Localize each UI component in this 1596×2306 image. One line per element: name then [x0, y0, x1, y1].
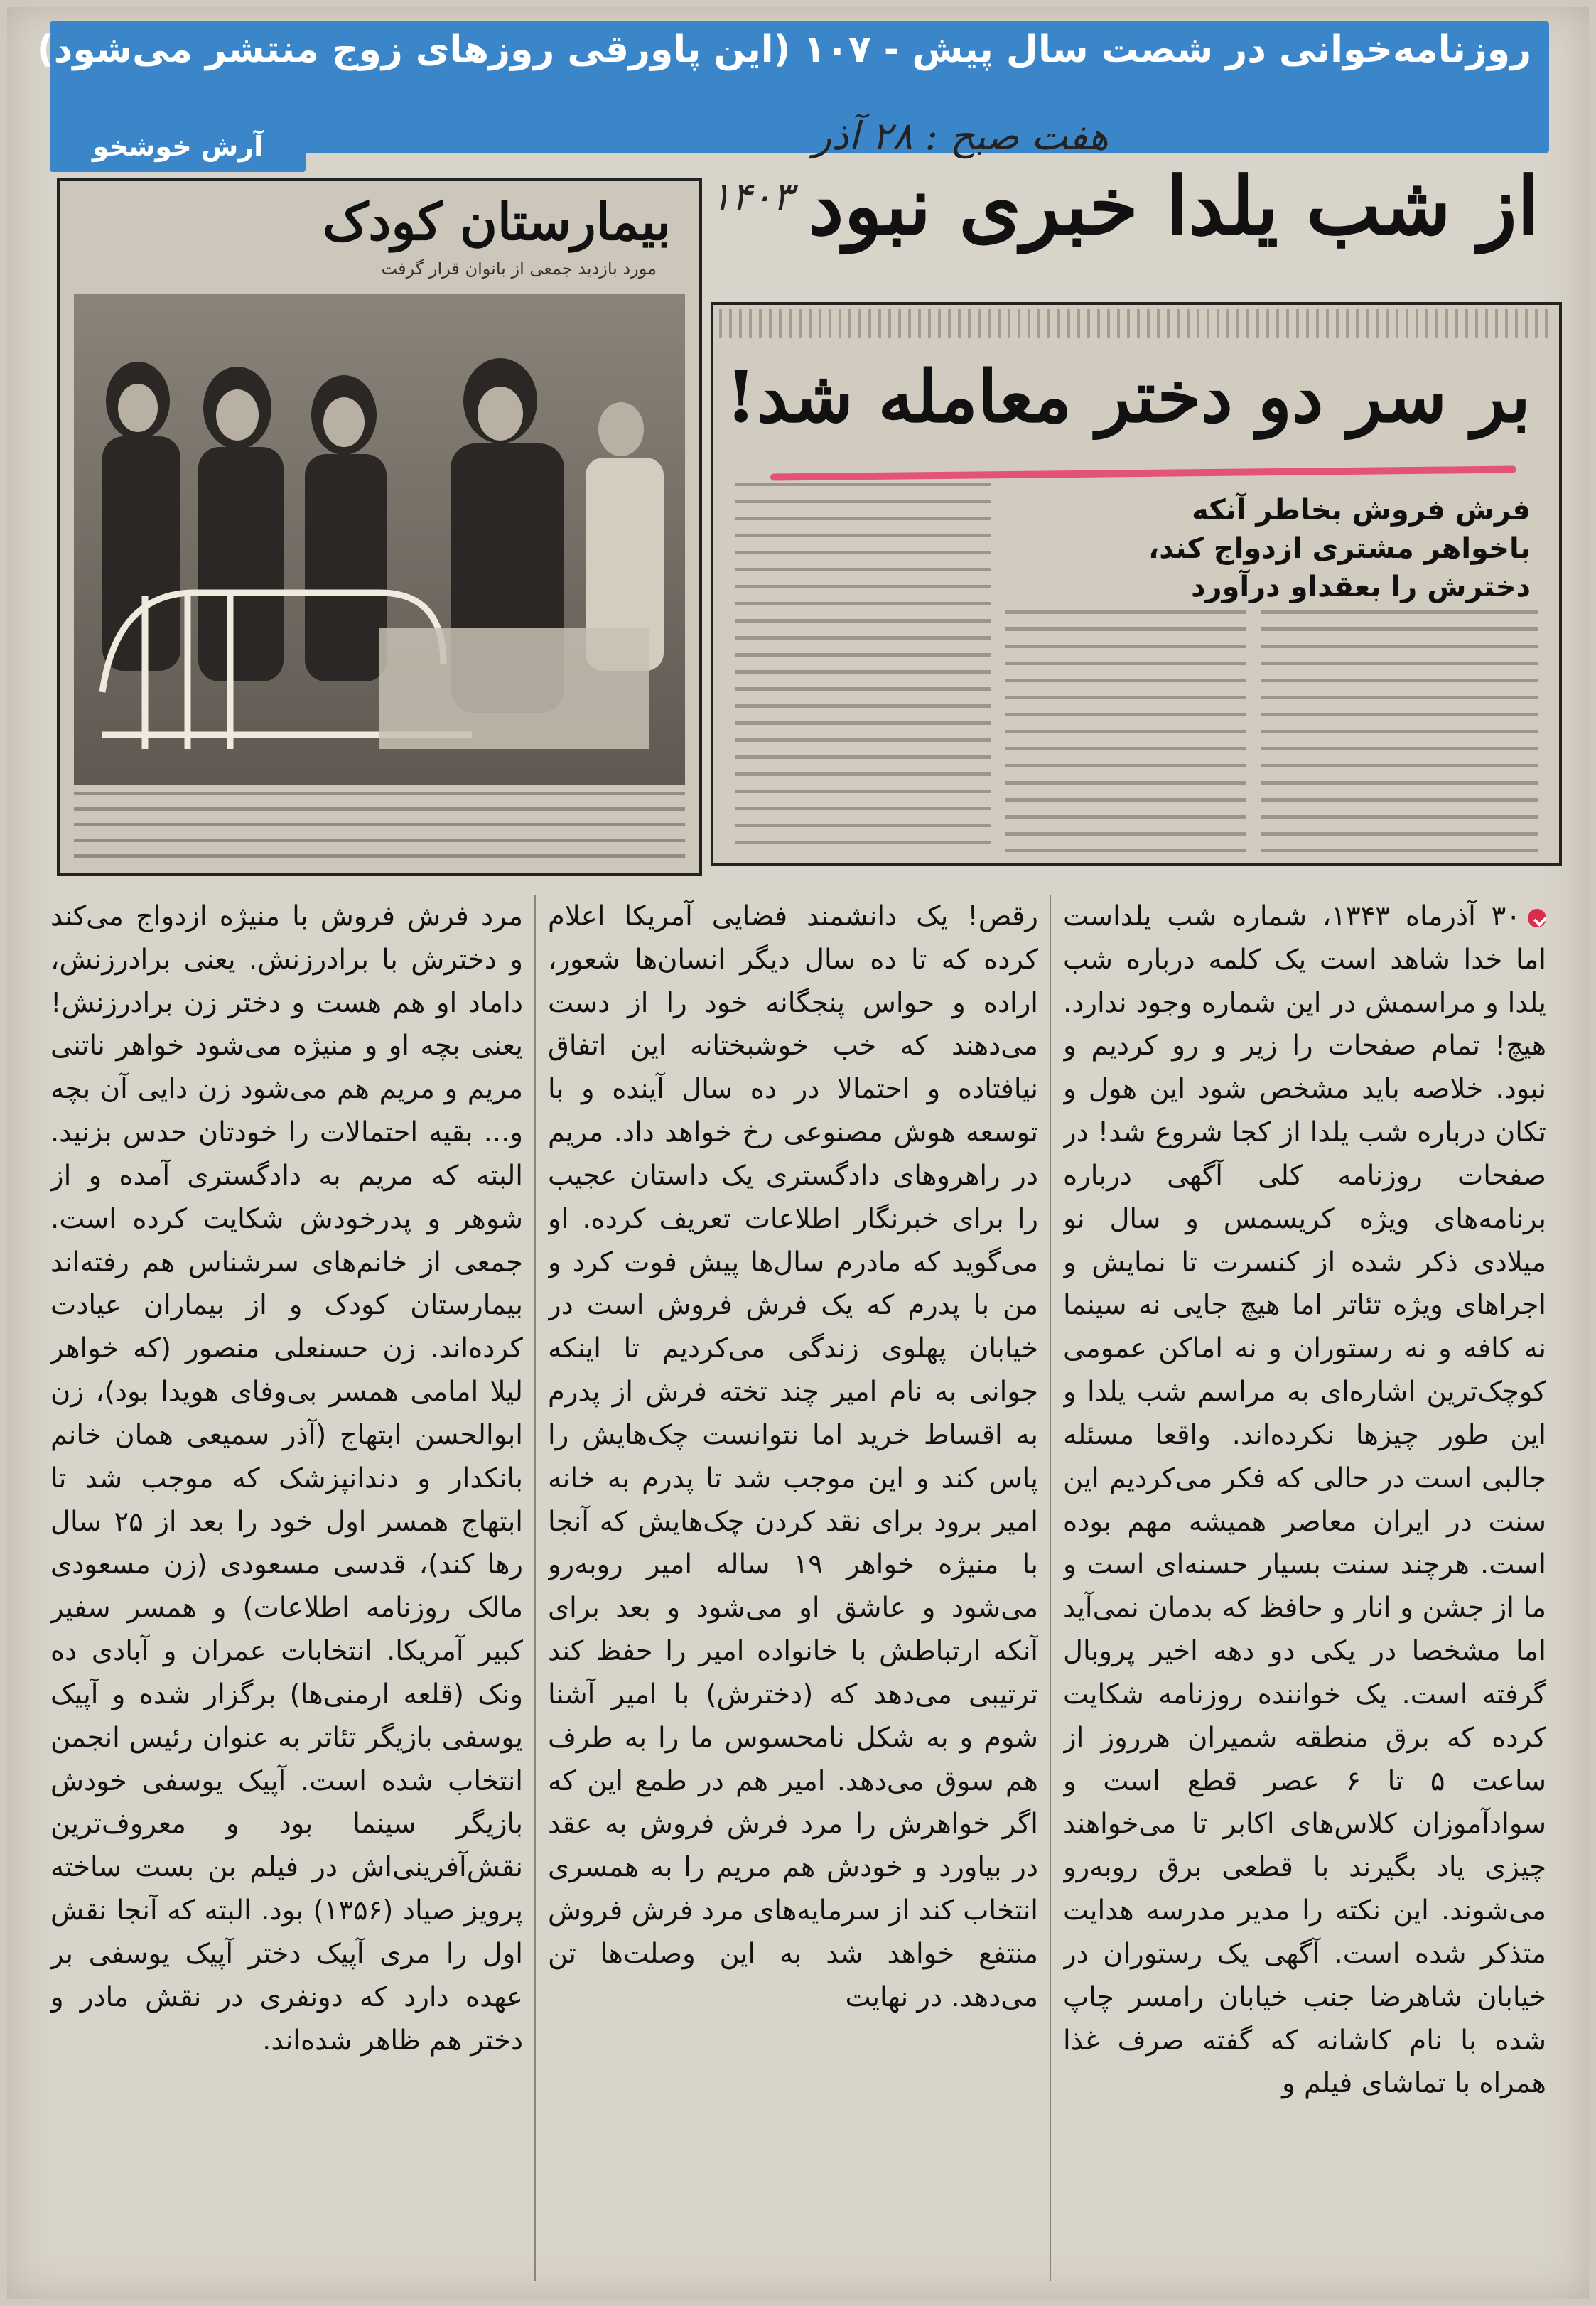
clipping-subheadline: فرش فروش بخاطر آنکه باخواهر مشتری ازدواج کند، دخترش را بعقداو درآورد — [1148, 494, 1531, 603]
article-column-1 — [1063, 895, 1546, 2288]
column-2-text: رقص! یک دانشمند فضایی آمریکا اعلام کرده که تا ده سال دیگر انسان‌ها شعور، اراده و حواس پنجگانه خود را از دست می‌دهند که خب خوشبختانه این اتفاق نیافتاده و احتمالا در ده سال آینده و با توسعه هوش مصنوعی رخ خواهد داد. مریم در راهروهای دادگستری یک داستان عجیب را برای خبرنگار اطلاعات تعریف کرده. او می‌گوید که مادرم سال‌ها پیش فوت کرد و من با پدرم که یک فرش فروش است در خیابان پهلوی زندگی می‌کردیم تا اینکه جوانی به نام امیر چند تخته فرش از پدرم به اقساط خرید اما نتوانست چک‌هایش را پاس کند و این موجب شد تا پدرم به خانه امیر برود برای نقد کردن چک‌هایش که آنجا با منیژه خواهر ۱۹ ساله امیر روبه‌رو می‌شود و عاشق او می‌شود و بعد برای آنکه ارتباطش با خانواده امیر را حفظ کند ترتیبی می‌دهد که (دخترش) با امیر آشنا شوم و به شکل نامحسوس ما را به طرف هم سوق می‌دهد. امیر هم در طمع این که اگر خواهرش را مرد فرش فروش به عقد در بیاورد و خودش هم مریم را به همسری انتخاب کند از سرمایه‌های مرد فرش فروش منتفع خواهد شد به این وصلت‌ها تن می‌دهد. در نهایت — [548, 900, 1038, 2013]
photo-caption-text — [74, 792, 685, 863]
clipping-headline: بر سر دو دختر معامله شد! — [725, 355, 1531, 438]
article-column-2 — [548, 895, 1038, 2288]
handwritten-note — [711, 114, 1109, 227]
photo-clip-subtitle: مورد بازدید جمعی از بانوان قرار گرفت — [381, 259, 657, 279]
handwritten-date: هفت صبح : ۲۸ آذر — [813, 114, 1109, 158]
column-1-text: ۳۰ آذرماه ۱۳۴۳، شماره شب یلداست اما خدا شاهد است یک کلمه درباره شب یلدا و مراسمش در این شماره وجود ندارد. هیچ! تمام صفحات را زیر و رو کردیم و نبود. خلاصه باید مشخص شود این هول و تکان درباره شب یلدا از کجا شروع شد! در صفحات روزنامه کلی آگهی درباره برنامه‌های ویژه کریسمس و سال نو میلادی ذکر شده از کنسرت تا نمایش و اجراهای ویژه تئاتر اما هیچ جایی نه سینما نه کافه و نه رستوران و نه اماکن عمومی کوچک‌ترین اشاره‌ای به مراسم شب یلدا و این طور چیزها نکرده‌اند. واقعا مسئله جالبی است در حالی که فکر می‌کردیم این سنت در ایران معاصر همیشه مهم بوده است. هرچند سنت بسیار حسنه‌ای است و ما از جشن و انار و حافظ که بدمان نمی‌آید اما مشخصا در یکی دو دهه اخیر پروبال گرفته است. یک خواننده روزنامه شکایت کرده که برق منطقه شمیران هرروز از ساعت ۵ تا ۶ عصر قطع است و سوادآموزان کلاس‌های اکابر تا می‌خواهند چیزی یاد بگیرند با قطعی برق روبه‌رو می‌شوند. این نکته را مدیر مدرسه هدایت متذکر شده است. آگهی یک رستوران در خیابان شاهرضا جنب خیابان رامسر چاپ شده با نام کاشانه که گفته صرف غذا همراه با تماشای فیلم و — [1063, 900, 1546, 2100]
column-3-text: مرد فرش فروش با منیژه ازدواج می‌کند و دخترش با برادرزنش. یعنی برادرزنش، داماد او هم هست و دختر زن برادرزنش! یعنی بچه او و منیژه می‌شود خواهر ناتنی مریم و مریم هم می‌شود زن دایی آن بچه و... بقیه احتمالات را خودتان حدس بزنید. البته که مریم به دادگستری آمده و از شوهر و پدرخودش شکایت کرده است. جمعی از خانم‌های سرشناس هم رفته‌اند بیمارستان کودک و از بیماران عیادت کرده‌اند. زن حسنعلی منصور (که خواهر لیلا امامی همسر بی‌وفای هویدا بود)، زن ابوالحسن ابتهاج (آذر سمیعی همان خانم بانکدار و دندانپزشک که موجب شد تا ابتهاج همسر اول خود را بعد از ۲۵ سال رها کند)، قدسی مسعودی (زن مسعودی مالک روزنامه اطلاعات) و همسر سفیر کبیر آمریکا. انتخابات عمران و آبادی ده ونک (قلعه ارمنی‌ها) برگزار شده و آپیک یوسفی بازیگر تئاتر به عنوان رئیس انجمن انتخاب شده است. آپیک یوسفی خودش بازیگر سینما بود و معروف‌ترین نقش‌آفرینی‌اش در فیلم بن بست ساخته پرویز صیاد (۱۳۵۶) بود. البته که آنجا نقش اول را مری آپیک دختر آپیک یوسفی بر عهده دارد که دونفری در نقش مادر و دختر هم ظاهر شده‌اند. — [50, 900, 523, 2057]
newspaper-page — [7, 7, 1589, 2299]
header-title: روزنامه‌خوانی در شصت سال پیش - ۱۰۷ (این پاورقی روزهای زوج منتشر می‌شود) — [36, 28, 1531, 71]
hospital-visit-photo — [74, 294, 685, 785]
handwritten-year: ۱۴۰۳ — [711, 174, 794, 219]
clipping-top-strip — [719, 309, 1553, 338]
news-clipping — [711, 302, 1562, 866]
article-column-3 — [50, 895, 523, 2288]
bullet-icon — [1528, 909, 1546, 927]
photo-clipping — [57, 178, 702, 876]
column-divider — [1050, 895, 1051, 2281]
photo-clip-title: بیمارستان کودک — [322, 191, 671, 252]
main-title: از شب یلدا خبری نبود — [808, 160, 1539, 253]
clipping-body-right — [1261, 610, 1538, 852]
clipping-body-left — [735, 483, 991, 852]
highlight-underline — [770, 466, 1516, 481]
author-badge: آرش خوشخو — [50, 121, 306, 172]
column-divider — [534, 895, 536, 2281]
clipping-body-middle — [1005, 610, 1246, 852]
